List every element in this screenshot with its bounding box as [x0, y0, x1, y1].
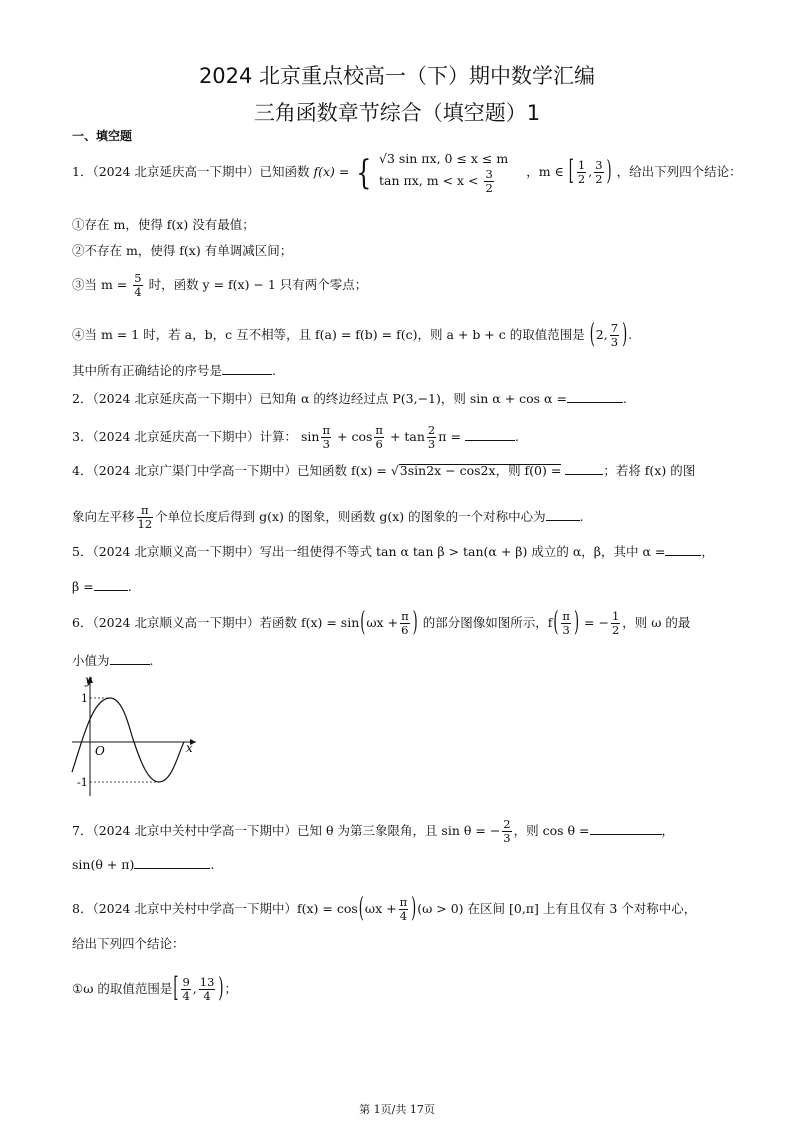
q1-s3-frac: $\frac{5}{4}$: [134, 271, 142, 299]
question-8-line-2: 给出下列四个结论：: [72, 936, 185, 951]
q7-answer-blank-1[interactable]: [590, 822, 662, 835]
q1-fx: f(x) =: [313, 164, 350, 179]
q1-ask: 其中所有正确结论的序号是 .: [72, 363, 276, 378]
q1-m-prefix: ，m ∈: [526, 164, 564, 179]
q5-answer-blank-alpha[interactable]: [665, 543, 701, 556]
q1-tail: ，给出下列四个结论：: [616, 164, 742, 179]
question-1: 1．（2024 北京延庆高一下期中）已知函数 f(x) = { √3 sin πx, 0 ≤ x ≤ m tan πx, m < x < $\frac{3}{2}$ ，m ∈ [ $\frac{1}{2}$ , $\frac{3}{2}$ ) ，给出下列四个结论：: [72, 151, 742, 195]
q3-answer-blank[interactable]: [465, 428, 515, 441]
q6-answer-blank[interactable]: [110, 652, 150, 665]
origin-label: O: [95, 744, 105, 758]
section-heading: 一、填空题: [72, 129, 133, 143]
q5-answer-blank-beta[interactable]: [94, 578, 128, 591]
question-6-line-2: 小值为 .: [72, 653, 154, 668]
q1-case2-frac: $\frac{3}{2}$: [485, 167, 493, 195]
question-4-line-2: 象向左平移 $\frac{\pi}{12}$ 个单位长度后得到 g(x) 的图象，则函数 g(x) 的图象的一个对称中心为 .: [72, 503, 584, 531]
q1-answer-blank[interactable]: [222, 362, 272, 375]
q8-statement-1: ①ω 的取值范围是[ $\frac{9}{4}$ , $\frac{13}{4}$ )；: [72, 972, 237, 1005]
question-5-line-2: β = .: [72, 579, 132, 594]
q1-s4-frac: $\frac{7}{3}$: [610, 321, 619, 349]
y-label: y: [85, 673, 92, 687]
page-number: 第 1页/共 17页: [359, 1103, 435, 1116]
q7-answer-blank-2[interactable]: [134, 856, 210, 869]
question-4-line-1: 4．（2024 北京广渠门中学高一下期中）已知函数 f(x) = √3sin2x − cos2x，则 f(0) = ；若将 f(x) 的图: [72, 463, 696, 478]
q1-case1: √3 sin πx, 0 ≤ x ≤ m: [378, 151, 509, 166]
question-8-line-1: 8．（2024 北京中关村中学高一下期中）f(x) = cos(ωx + $\frac{\pi}{4}$ )(ω > 0) 在区间 [0,π] 上有且仅有 3 个对称中心，: [72, 892, 697, 925]
tick-label-1: 1: [81, 692, 88, 705]
question-6-line-1: 6．（2024 北京顺义高一下期中）若函数 f(x) = sin(ωx + $\frac{\pi}{6}$ ) 的部分图像如图所示，f( $\frac{\pi}{3}$ ) = − $\frac{1}{2}$ ，则 ω 的最: [72, 606, 691, 639]
question-3: 3．（2024 北京延庆高一下期中）计算： sin $\frac{\pi}{3}$ + cos $\frac{\pi}{6}$ + tan $\frac{2}{3}$ π = .: [72, 423, 519, 451]
q1-m-high: $\frac{3}{2}$: [595, 158, 603, 186]
tick-label-neg1: -1: [77, 776, 88, 789]
q4-answer-blank-2[interactable]: [546, 508, 580, 521]
page-subtitle: 三角函数章节综合（填空题）1: [253, 101, 541, 125]
q1-statement-1: ①存在 m，使得 f(x) 没有最值；: [72, 217, 255, 232]
question-7-line-1: 7．（2024 北京中关村中学高一下期中）已知 θ 为第三象限角，且 sin θ = − $\frac{2}{3}$ ，则 cos θ = ，: [72, 817, 675, 845]
q1-statement-3: ③当 m = $\frac{5}{4}$ 时，函数 y = f(x) − 1 只有两个零点；: [72, 271, 368, 299]
q1-case2: tan πx, m < x <: [378, 173, 479, 188]
q4-answer-blank-1[interactable]: [565, 462, 603, 475]
sine-graph: [68, 672, 203, 800]
sine-curve: [72, 698, 184, 782]
question-7-line-2: sin(θ + π) .: [72, 857, 215, 872]
q1-cases: [379, 150, 508, 195]
question-2: 2．（2024 北京延庆高一下期中）已知角 α 的终边经过点 P(3,−1)，则 sin α + cos α = .: [72, 391, 627, 406]
q1-brace: {: [356, 152, 372, 193]
q1-m-low: $\frac{1}{2}$: [577, 158, 586, 186]
q1-source: 1．（2024 北京延庆高一下期中）已知函数: [72, 164, 310, 179]
page-title: 2024 北京重点校高一（下）期中数学汇编: [198, 64, 596, 88]
q1-statement-4: ④当 m = 1 时，若 a，b，c 互不相等，且 f(a) = f(b) = f(c)，则 a + b + c 的取值范围是 (2, $\frac{7}{3}$ ).: [72, 318, 633, 351]
x-label: x: [186, 741, 193, 755]
q2-answer-blank[interactable]: [567, 390, 623, 403]
q1-statement-2: ②不存在 m，使得 f(x) 有单调减区间；: [72, 243, 293, 258]
question-5-line-1: 5．（2024 北京顺义高一下期中）写出一组使得不等式 tan α tan β > tan(α + β) 成立的 α，β，其中 α = ，: [72, 544, 714, 559]
